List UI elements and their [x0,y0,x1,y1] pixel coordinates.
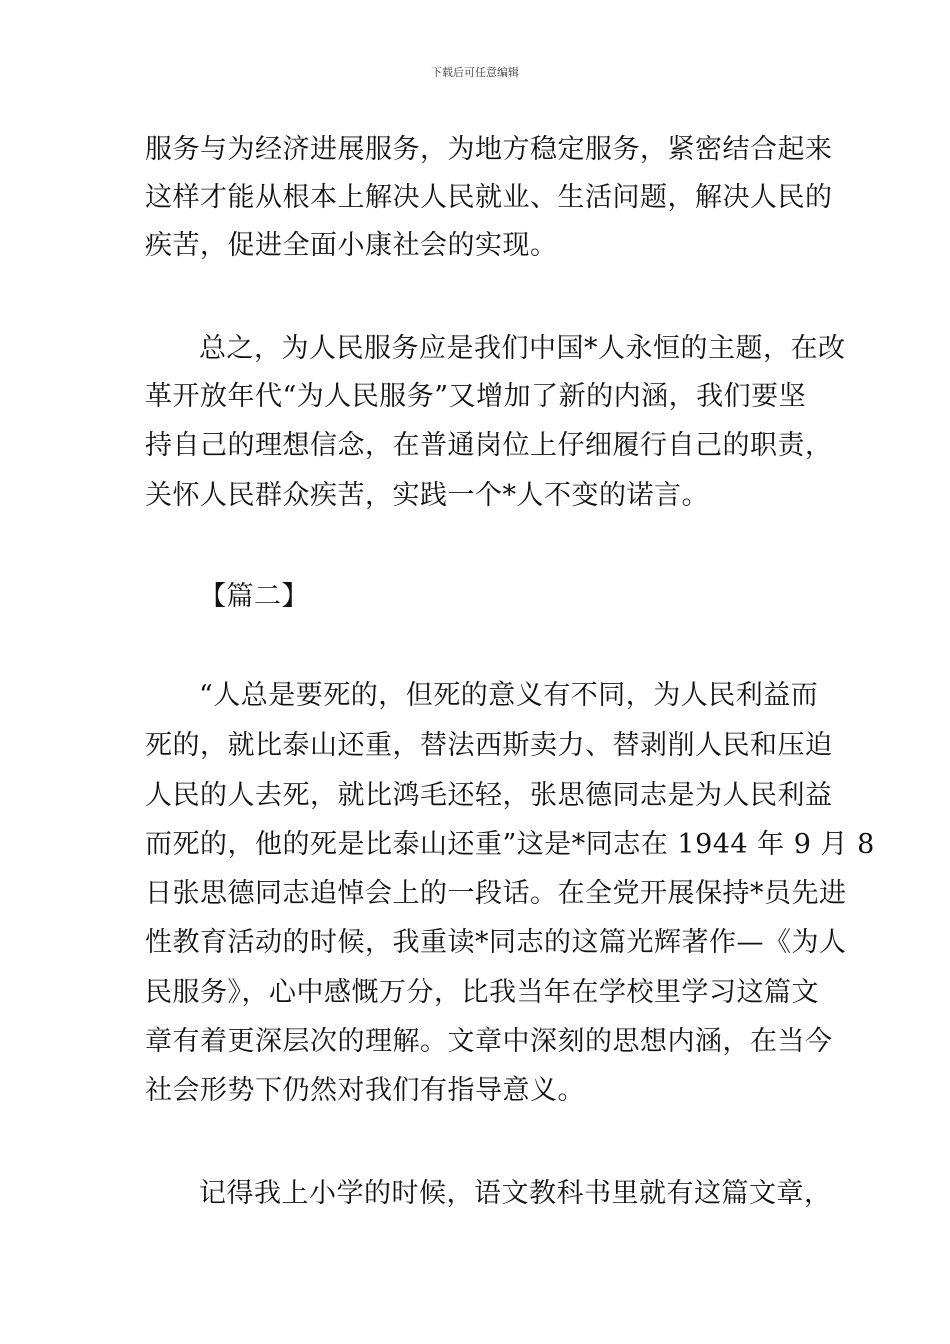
paragraph-3-line-6: 性教育活动的时候，我重读*同志的这篇光辉著作—《为人 [145,927,847,958]
paragraph-2-line-2: 革开放年代“为人民服务”又增加了新的内涵，我们要坚 [145,381,807,412]
paragraph-3-line-9: 社会形势下仍然对我们有指导意义。 [145,1075,585,1106]
paragraph-2-line-1: 总之，为人民服务应是我们中国*人永恒的主题，在改 [199,333,846,364]
paragraph-3-line-2: 死的，就比泰山还重，替法西斯卖力、替剥削人民和压迫 [145,730,833,761]
section-heading: 【篇二】 [199,581,309,612]
paragraph-2-line-4: 关怀人民群众疾苦，实践一个*人不变的诺言。 [145,480,709,511]
paragraph-3-line-1: “人总是要死的，但死的意义有不同，为人民利益而 [199,680,819,711]
paragraph-4-line-1: 记得我上小学的时候，语文教科书里就有这篇文章， [199,1178,832,1209]
paragraph-3-line-7: 民服务》，心中感慨万分，比我当年在学校里学习这篇文 [145,977,819,1008]
paragraph-3-line-3: 人民的人去死，就比鸿毛还轻，张思德同志是为人民利益 [145,780,833,811]
paragraph-1-line-2: 这样才能从根本上解决人民就业、生活问题，解决人民的 [145,182,833,213]
header-note: 下载后可任意编辑 [431,66,519,79]
paragraph-1-line-3: 疾苦，促进全面小康社会的实现。 [145,230,558,261]
paragraph-3-line-8: 章有着更深层次的理解。文章中深刻的思想内涵，在当今 [145,1026,833,1057]
paragraph-1-line-1: 服务与为经济进展服务，为地方稳定服务，紧密结合起来 [145,134,833,165]
paragraph-2-line-3: 持自己的理想信念，在普通岗位上仔细履行自己的职责， [145,430,833,461]
paragraph-3-line-5: 日张思德同志追悼会上的一段话。在全党开展保持*员先进 [145,878,847,909]
paragraph-3-line-4: 而死的，他的死是比泰山还重”这是*同志在 1944 年 9 月 8 [145,829,875,860]
